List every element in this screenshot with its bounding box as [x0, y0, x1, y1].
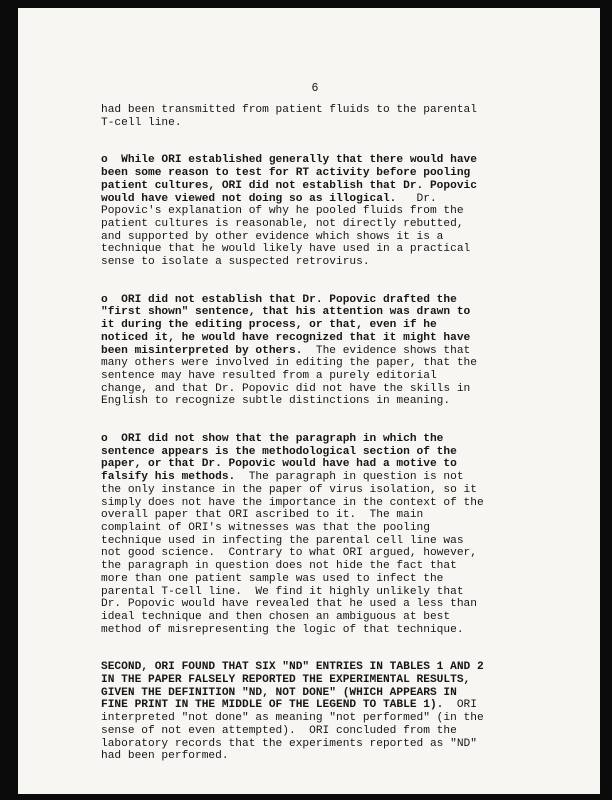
text-line: noticed it, he would have recognized that it might have [101, 331, 471, 344]
paragraph-second-finding [101, 661, 521, 763]
text-line: "first shown" sentence, that his attention was drawn to [101, 306, 471, 319]
text-line: SECOND, ORI FOUND THAT SIX "ND" ENTRIES IN TABLES 1 AND 2 [101, 661, 484, 674]
text-line: more than one patient sample was used to infect the [101, 572, 444, 585]
text-line: sentence may have resulted from a purely editorial [101, 369, 437, 382]
text-line: it during the editing process, or that, even if he [101, 319, 437, 332]
text-line: the only instance in the paper of virus isolation, so it [101, 483, 477, 496]
text-line: Popovic's explanation of why he pooled fluids from the [101, 205, 464, 218]
text-line: laboratory records that the experiments reported as "ND" [101, 737, 477, 750]
text-line: overall paper that ORI ascribed to it. The main [101, 509, 424, 522]
text-line: sense of not even attempted). ORI concluded from the [101, 724, 457, 737]
text-line: the paragraph in question does not hide the fact that [101, 560, 457, 573]
text-line: interpreted "not done" as meaning "not performed" (in the [101, 712, 484, 725]
text-line [101, 193, 521, 206]
text-line: ideal technique and then chosen an ambiguous at best [101, 610, 451, 623]
text-line: many others were involved in editing the paper, that the [101, 357, 477, 370]
bold-segment: been misinterpreted by others. [101, 344, 303, 357]
paragraph-methods [101, 433, 521, 636]
text-line: sentence appears is the methodological section of the [101, 445, 457, 458]
text-line: Dr. Popovic would have revealed that he used a less than [101, 598, 477, 611]
text-line: T-cell line. [101, 116, 182, 129]
text-line: parental T-cell line. We find it highly unlikely that [101, 585, 464, 598]
text-line: change, and that Dr. Popovic did not have the skills in [101, 382, 471, 395]
text-line: simply does not have the importance in the context of the [101, 496, 484, 509]
paragraph-continuation [101, 104, 521, 129]
text-line: patient cultures is reasonable, not directly rebutted, [101, 217, 464, 230]
text-line: method of misrepresenting the logic of that technique. [101, 623, 464, 636]
text-line: paper, or that Dr. Popovic would have had a motive to [101, 458, 457, 471]
document-body [101, 104, 521, 763]
text-line: complaint of ORI's witnesses was that the pooling [101, 521, 430, 534]
page-number: 6 [311, 82, 319, 95]
normal-segment: The evidence shows that [302, 344, 471, 357]
normal-segment: The paragraph in question is not [235, 471, 464, 484]
paragraph-first-shown [101, 294, 521, 408]
text-line: technique used in infecting the parental cell line was [101, 534, 464, 547]
text-line: been some reason to test for RT activity before pooling [101, 167, 471, 180]
text-line: had been performed. [101, 750, 229, 763]
text-line: not good science. Contrary to what ORI argued, however, [101, 547, 477, 560]
bold-segment: would have viewed not doing so as illogical. [101, 192, 397, 205]
text-line: o While ORI established generally that there would have [101, 154, 477, 167]
text-line [101, 699, 521, 712]
text-line: GIVEN THE DEFINITION "ND, NOT DONE" (WHICH APPEARS IN [101, 686, 457, 699]
normal-segment: ORI [443, 699, 477, 712]
text-line: o ORI did not establish that Dr. Popovic drafted the [101, 293, 457, 306]
bold-segment: FINE PRINT IN THE MIDDLE OF THE LEGEND TO TABLE 1). [101, 699, 444, 712]
normal-segment: Dr. [396, 192, 437, 205]
text-line: sense to isolate a suspected retrovirus. [101, 256, 370, 269]
text-line: IN THE PAPER FALSELY REPORTED THE EXPERIMENTAL RESULTS, [101, 674, 471, 687]
text-line: technique that he would likely have used in a practical [101, 243, 471, 256]
text-line [101, 471, 521, 484]
paragraph-rt-activity [101, 154, 521, 268]
text-line: English to recognize subtle distinctions in meaning. [101, 395, 451, 408]
bold-segment: falsify his methods. [101, 471, 236, 484]
text-line: and supported by other evidence which shows it is a [101, 230, 444, 243]
text-line: o ORI did not show that the paragraph in which the [101, 433, 444, 446]
text-line [101, 345, 521, 358]
text-line: had been transmitted from patient fluids to the parental [101, 104, 477, 116]
text-line: patient cultures, ORI did not establish that Dr. Popovic [101, 179, 477, 192]
